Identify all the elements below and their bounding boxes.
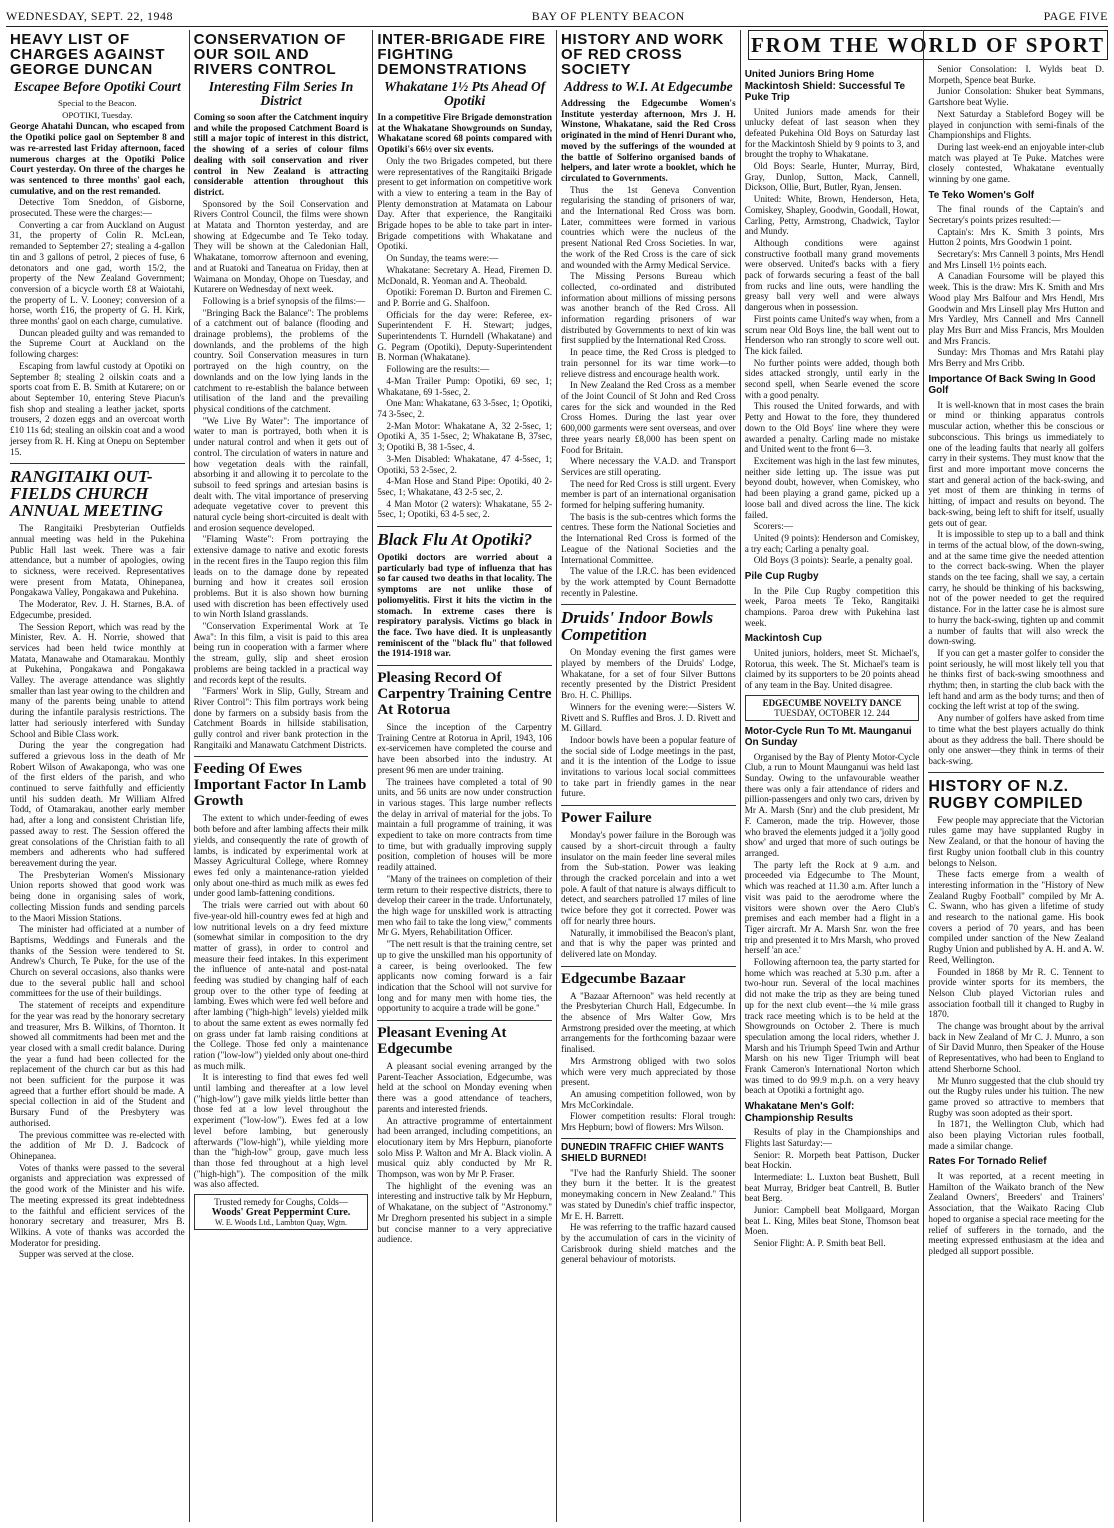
subhead-film-series: Interesting Film Series In District bbox=[208, 79, 354, 108]
article-paragraph: "The nett result is that the training centre, set up to give the unskilled man his opportunity of a career, is being overlooked. The few applicants now coming forward is a fair indication that the School will not survive for long and for many men with home ties, the opportunity to acquire a trade will be gone." bbox=[377, 939, 553, 1014]
headline-conservation: CONSERVATION OF OUR SOIL AND RIVERS CONTROL bbox=[193, 31, 347, 78]
column-5 bbox=[741, 30, 925, 1522]
divider bbox=[928, 772, 1104, 773]
article-paragraph: 2-Man Motor: Whakatane A, 32 2-5sec, 1; Opotiki A, 35 1-5sec, 2; Whakatane B, 37sec, 3; Opotiki B, 38 1-5sec, 4. bbox=[377, 420, 553, 453]
ad-address: W. E. Woods Ltd., Lambton Quay, Wgtn. bbox=[215, 1218, 348, 1228]
article-paragraph: Any number of golfers have asked from time to time what the best players actually do think about as they address the ball. There should be only one answer—they think in terms of their back-swing. bbox=[928, 713, 1105, 766]
article-paragraph: United: White, Brown, Henderson, Heta, Comiskey, Shapley, Goodwin, Goodall, Howat, Carling, Petty, Armstrong, Chadwick, Taylor and Mundy. bbox=[744, 194, 920, 237]
article-paragraph: Since the inception of the Carpentry Training Centre at Rotorua in April, 1943, 106 ex-servicemen have completed the course and have been absorbed into the industry. At present 96 men are under training. bbox=[377, 722, 553, 775]
headline-te-teko-golf: Te Teko Women's Golf bbox=[928, 189, 1035, 201]
headline-red-cross: HISTORY AND WORK OF RED CROSS SOCIETY bbox=[561, 31, 724, 78]
article-paragraph: Intermediate: L. Luxton beat Bushett, Bull beat Murray, Bridger beat Cantrell, B. Butler beat Berg. bbox=[744, 1171, 920, 1204]
article-paragraph: Only the two Brigades competed, but there were representatives of the Rangitaiki Brigade present to get information on competitive work with a view to entering a team in the Bay of Plenty demonstration at Matamata on Labour Day. After that experience, the Rangitaiki Brigade hopes to be able to take part in inter-Brigade competitions with Whakatane and Opotiki. bbox=[377, 155, 553, 252]
article-paragraph: Naturally, it immobilised the Beacon's plant, and that is why the paper was printed and delivered late on Monday. bbox=[561, 927, 736, 959]
headline-druids-bowls: Druids' Indoor Bowls Competition bbox=[561, 604, 736, 643]
article-paragraph: It is interesting to find that ewes fed well until lambing and thereafter at a low level ("high-low") gave milk yields little better than those fed at a low level throughout the experiment ("low-low"). Ewes fed at a low level before lambing, but generously afterwards ("low-high"), while yielding more than the "high-low" group, gave much less than those fed throughout at a high level ("high-high"). The composition of the milk was also affected. bbox=[193, 1072, 369, 1190]
headline-tornado-relief: Rates For Tornado Relief bbox=[928, 1156, 1047, 1168]
article-paragraph: A pleasant social evening arranged by the Parent-Teacher Association, Edgecumbe, was held at the school on Monday evening when there was a good attendance of teachers, parents and interested friends. bbox=[377, 1061, 553, 1114]
column-4 bbox=[557, 30, 741, 1522]
article-paragraph: "Flaming Waste": From portraying the extensive damage to native and exotic forests in the recent fires in the Taupo region this film leads on to the damage done by repeated burning and how it creates soil erosion problems. But it is also shown how burning used with discretion has been effectively used to win North Island grasslands. bbox=[193, 534, 369, 620]
article-paragraph: Sponsored by the Soil Conservation and Rivers Control Council, the films were shown at Matata and Thornton yesterday, and are showing at Edgecumbe and Te Teko today. They will be shown at the Caledonian Hall, Whakatane, tomorrow afternoon and evening, and at Ruatoki and Taneatua on Friday, then at Waimana on Monday, Ohope on Tuesday, and Kutarere on Wednesday of next week. bbox=[193, 198, 369, 295]
article-paragraph: Sunday: Mrs Thomas and Mrs Ratahi play Mrs Berry and Mrs Cribb. bbox=[928, 347, 1105, 369]
article-paragraph: Duncan pleaded guilty and was remanded to the Supreme Court at Auckland on the following charges: bbox=[10, 327, 185, 360]
headline-power-failure: Power Failure bbox=[561, 805, 736, 826]
sport-section-banner: FROM THE WORLD OF SPORT bbox=[748, 30, 1108, 60]
ad-date: TUESDAY, OCTOBER 12. 244 bbox=[774, 707, 890, 718]
headline-dunedin-traffic: DUNEDIN TRAFFIC CHIEF WANTS SHIELD BURNED! bbox=[561, 1138, 736, 1165]
article-paragraph: "Farmers' Work in Slip, Gully, Stream and River Control": This film portrays work being done by farmers on a subsidy basis from the Catchment Boards in hillside stabilisation, gully control and river bank protection in the Rangitaiki and Manawatu Catchment Districts. bbox=[193, 686, 369, 750]
article-paragraph: Junior: Campbell beat Mollgaard, Morgan beat L. King, Miles beat Stone, Thomson beat Moen. bbox=[744, 1205, 920, 1237]
article-paragraph: The minister had officiated at a number of Baptisms, Weddings and Funerals and the thanks of the Session were tendered to St. Andrew's Church, Te Puke, for the use of the Church on several occasions, also thanks were due to the several public hall and school committees for the use of their buildings. bbox=[10, 924, 185, 999]
article-paragraph: Results of play in the Championships and Flights last Saturday:— bbox=[744, 1127, 920, 1148]
headline-united-juniors: United Juniors Bring Home Mackintosh Shield: Successful Te Puke Trip bbox=[744, 69, 906, 103]
article-paragraph: Senior: R. Morpeth beat Pattison, Ducker beat Hockin. bbox=[744, 1149, 920, 1171]
article-paragraph: "Conservation Experimental Work at Te Awa": In this film, a visit is paid to this area being run in cooperation with a farmer where the stream, gully, slip and sheet erosion problems are being tackled in a practical way and records kept of the results. bbox=[193, 621, 369, 685]
article-paragraph: During last week-end an enjoyable inter-club match was played at Te Puke. Matches were closely contested, Whakatane eventually winning by one game. bbox=[928, 141, 1105, 185]
article-paragraph: Winners for the evening were:—Sisters W. Rivett and S. Ruffles and Bros. J. D. Rivett and M. Gillard. bbox=[561, 701, 736, 734]
article-lead: George Ahatahi Duncan, who escaped from the Opotiki police gaol on September 8 and was re-arrested last Friday afternoon, faced numerous charges at the Opotiki Police Court yesterday. On three of the charges he was sentenced to three months' gaol each, cumulative, and on the rest remanded. bbox=[10, 121, 185, 196]
article-paragraph: Escaping from lawful custody at Opotiki on September 8; stealing 2 oilskin coats and a sports coat from E. B. Smith at Kutarere; on or about September 10, entering Steve Piacun's fish shop and stealing a leather jacket, sports trousers, 2 dozen eggs and an overcoat worth £10 11s 6d; stealing an oilskin coat and a wood jersey from R. H. King at Onepu on September 15. bbox=[10, 360, 185, 457]
article-paragraph: On Monday evening the first games were played by members of the Druids' Lodge, Whakatane, for a set of four Silver Buttons recently presented by the District President Bro. H. C. Phillips. bbox=[561, 647, 736, 701]
column-3 bbox=[373, 30, 557, 1522]
article-paragraph: Thus the 1st Geneva Convention regularising the standing of prisoners of war, and the International Red Cross was born. Later, committees were formed in various countries which were the nucleus of the present National Red Cross Societies. In war, the work of the Red Cross is the care of sick and wounded with the Army Medical Service. bbox=[561, 184, 736, 270]
article-paragraph: In peace time, the Red Cross is pledged to train personnel for its war time work—to relieve distress and encourage health work. bbox=[561, 347, 736, 379]
article-paragraph: The party left the Rock at 9 a.m. and proceeded via Edgecumbe to The Mount, which was reached at 11.30 a.m. After lunch a visit was paid to the aerodrome where the visitors were shown over the Aero Club's premises and each member had a flight in a Tiger aircraft. Mr A. Marsh Snr. won the free trip and presented it to Mrs Marsh, who proved herself 'an ace.' bbox=[744, 859, 920, 956]
article-paragraph: 4-Man Trailer Pump: Opotiki, 69 sec, 1; Whakatane, 69 1-5sec, 2. bbox=[377, 375, 553, 397]
article-paragraph: "We Live By Water": The importance of water to man is portrayed, both when it is under natural control and when it gets out of control. The circulation of waters in nature and how vegetation deals with the rainfall, absorbing it and allowing it to percolate to the subsoil to feed springs and artesian basins is dealt with. The vital importance of preserving adequate vegetative cover to prevent this natural cycle being short-circuited is dealt with and erosion sequence developed. bbox=[193, 415, 369, 533]
article-paragraph: If you can get a master golfer to consider the point seriously, he will most likely tell you that he thinks first of back-swing smoothness and rhythm; then, in starting the club back with the left hand and arm as the body turns; and then of cocking the left wrist at top of the swing. bbox=[928, 647, 1105, 712]
article-lead: Coming so soon after the Catchment inquiry and while the proposed Catchment Board is still a major topic of interest in this district, the showing of a series of colour films dealing with soil conservation and river control in New Zealand is attracting considerable attention throughout this district. bbox=[193, 112, 369, 197]
headline-motor-cycle-run: Motor-Cycle Run To Mt. Maunganui On Sunday bbox=[744, 725, 912, 749]
headline-rangitaiki: RANGITAIKI OUT-FIELDS CHURCH ANNUAL MEETING bbox=[10, 463, 185, 519]
article-paragraph: The previous committee was re-elected with the addition of Mr D. J. Badcock of Ohinepanea. bbox=[10, 1129, 185, 1161]
article-paragraph: "Many of the trainees on completion of their term return to their respective districts, there to develop their career in the trade. Unfortunately, the high wage for unskilled work is attracting men who fail to take the long view," comments Mr G. Myers, Rehabilitation Officer. bbox=[377, 873, 553, 938]
headline-fire-brigade: INTER-BRIGADE FIRE FIGHTING DEMONSTRATIONS bbox=[377, 31, 546, 78]
article-paragraph: The trainees have completed a total of 90 units, and 56 units are now under construction in various stages. This large number reflects the delay in arrival of material for the jobs. To maintain a full programme of training, it was expedient to take on more contracts from time to time, but with gradually improving supply position, completion of houses will be more readily attained. bbox=[377, 776, 553, 873]
article-paragraph: Excitement was high in the last few minutes, neither side letting up. The issue was put beyond doubt, however, when Comiskey, who had been playing a grand game, picked up a loose ball and dived across the line. The kick failed. bbox=[744, 456, 920, 520]
article-paragraph: The value of the I.R.C. has been evidenced by the work attempted by Count Bernadotte recently in Palestine. bbox=[561, 566, 736, 598]
article-paragraph: Indoor bowls have been a popular feature of the social side of Lodge meetings in the past, and it is the intention of the Lodge to issue invitations to various local social committees to take part in friendly games in the near future. bbox=[561, 734, 736, 799]
headline-back-swing: Importance Of Back Swing In Good Golf bbox=[928, 373, 1096, 397]
article-lead: Opotiki doctors are worried about a particularly bad type of influenza that has so far caused two deaths in that locality. The symptoms are not unlike those of poliomyelitis. First it hits the victim in the stomach. In extreme cases there is respiratory paralysis. Victims go black in the face. Two have died. It is unpleasantly reminiscent of the "black flu" that followed the 1914-1918 war. bbox=[377, 552, 553, 659]
article-paragraph: Junior Consolation: Shuker beat Symmans, Gartshore beat Wylie. bbox=[928, 86, 1105, 108]
subhead-escapee: Escapee Before Opotiki Court bbox=[13, 79, 181, 94]
article-paragraph: One Man: Whakatane, 63 3-5sec, 1; Opotiki, 74 3-5sec, 2. bbox=[377, 398, 553, 419]
article-paragraph: The Presbyterian Women's Missionary Union reports showed that good work was being done in organising sales of work, collecting Mission funds and sending parcels to the Maori Mission Stations. bbox=[10, 869, 185, 923]
article-paragraph: United Juniors made amends for their unlucky defeat of last season when they defeated Pukehina Old Boys on Saturday last for the Mackintosh Shield by 9 points to 3, and brought the trophy to Whakatane. bbox=[744, 106, 920, 160]
page-columns bbox=[6, 30, 1108, 1522]
article-paragraph: Flower competition results: Floral trough: Mrs Hepburn; bowl of flowers: Mrs Wilson. bbox=[561, 1111, 736, 1133]
advertisement-woods bbox=[194, 1194, 369, 1230]
article-paragraph: Captain's: Mrs K. Smith 3 points, Mrs Hutton 2 points, Mrs Goodwin 1 point. bbox=[928, 226, 1105, 248]
subhead-address-wi: Address to W.I. At Edgecumbe bbox=[564, 79, 733, 94]
article-paragraph: It is well-known that in most cases the brain or mind or thinking apparatus controls muscular action, whether this be conscious or subconscious. This brings us immediately to one of the leading faults that nearly all golfers carry in their systems. They must know that the first and more important move concerns the start and general action of the back-swing, and yet most of them are thinking in terms of hitting, of impact and results on beyond. The back-swing, being left to shift for itself, usually gets out of gear. bbox=[928, 399, 1105, 528]
article-paragraph: Old Boys: Searle, Hunter, Murray, Bird, Gray, Dunlop, Sutton, Mack, Cannell, Dickson, Ollie, Burt, Butler, Ryan, Jensen. bbox=[744, 161, 920, 193]
article-paragraph: In 1871, the Wellington Club, which had also been playing Victorian rules football, made a similar change. bbox=[928, 1119, 1105, 1151]
article-paragraph: The final rounds of the Captain's and Secretary's points prizes resulted:— bbox=[928, 204, 1105, 225]
article-paragraph: Secretary's: Mrs Cannell 3 points, Mrs Hendl and Mrs Linsell 1½ points each. bbox=[928, 249, 1105, 270]
article-lead: Addressing the Edgecumbe Women's Institute yesterday afternoon, Mrs J. H. Winstone, Whakatane, said the Red Cross originated in the mind of Henri Durant who, moved by the sufferings of the wounded at the battle of Solferino organised bands of helpers, and later wrote a booklet, which he circulated to Governments. bbox=[561, 98, 736, 183]
article-paragraph: Organised by the Bay of Plenty Motor-Cycle Club, a run to Mount Maunganui was held last Sunday. Owing to the unfavourable weather there was only a fair attendance of riders and pillion-passengers and only two cars, driven by Mr A. Marsh (Snr) and the club president, Mr F. Cameron, made the trip. However, those who braved the elements judged it a 'jolly good show' and urged that more of such outings be arranged. bbox=[744, 751, 920, 858]
article-paragraph: Senior Flight: A. P. Smith beat Bell. bbox=[753, 1238, 886, 1249]
article-paragraph: United juniors, holders, meet St. Michael's, Rotorua, this week. The St. Michael's team is claimed by its supporters to be 20 points ahead of any team in the Bay. United disagree. bbox=[744, 647, 920, 690]
article-paragraph: A Canadian Foursome will be played this week. This is the draw: Mrs K. Smith and Mrs Wood play Mrs Balfour and Mrs Hendl, Mrs Goodwin and Mrs Linsell play Mrs Hutton and Mrs Yardley, Mrs Cannell and Mrs Cannell play Mrs Burr and Miss Francis, Mrs Moulden and Mrs Francis. bbox=[928, 271, 1105, 346]
article-paragraph: 3-Men Disabled: Whakatane, 47 4-5sec, 1; Opotiki, 53 2-5sec, 2. bbox=[377, 453, 553, 475]
page-number: PAGE FIVE bbox=[1043, 8, 1108, 23]
article-paragraph: Where necessary the V.A.D. and Transport Services are still operating. bbox=[561, 456, 736, 477]
issue-date: WEDNESDAY, SEPT. 22, 1948 bbox=[6, 8, 173, 23]
headline-mens-golf: Whakatane Men's Golf: Championship Results bbox=[744, 1101, 855, 1124]
article-paragraph: Senior Consolation: I. Wylds beat D. Morpeth, Spence beat Burke. bbox=[928, 64, 1105, 85]
article-paragraph: The trials were carried out with about 60 five-year-old hill-country ewes fed at high and low nutritional levels on a dry feed mixture (somewhat similar in composition to the dry matter of grass), in order to control and measure their feed intakes. In this experiment the influence of ante-natal and post-natal feeding was studied by changing half of each group over to the other type of feeding at lambing. Ewes which were fed well before and after lambing ("high-high" levels) yielded milk to about the same extent as ewes normally fed on grass under fat lamb raising conditions at the College. Those fed only a maintenance ration ("low-low") yielded only about one-third as much milk. bbox=[193, 900, 369, 1071]
article-paragraph: The statement of receipts and expenditure for the year was read by the honorary secretary and treasurer, Mrs B. Wilkins, of Thornton. It showed all commitments had been met and the year closed with a small credit balance. During the year a fund had been collected for the replacement of the church car but as this had not been sufficient for the purpose it was agreed that a further effort should be made. A special collection in aid of the Student and Bursary Fund of the Presbytery was authorised. bbox=[10, 1000, 185, 1128]
column-2 bbox=[190, 30, 374, 1522]
article-paragraph: The Rangitaiki Presbyterian Outfields annual meeting was held in the Pukehina Public Hall last week. There was a fair attendance, but a number of apologies, owing to sickness, were received. Representatives were present from Matata, Ohinepanea, Pongakawa Valley, Pongakawa and Pukehina. bbox=[10, 523, 185, 598]
article-paragraph: "I've had the Ranfurly Shield. The sooner they burn it the better. It is the greatest moneymaking concern in New Zealand." This was stated by Dunedin's chief traffic inspector, Mr E. H. Barrett. bbox=[561, 1167, 736, 1221]
article-paragraph: It is impossible to step up to a ball and think in terms of the actual blow, of the down-swing, and at the same time give the needed attention to the correct back-swing. When the player stands on the tee facing, shall we say, a certain carry, he should be thinking of his backswing, not of the power needed to get the required distance. For in the latter case he is almost sure to hurry the back-swing, tighten up and commit a number of faults that will also wreck the down-swing. bbox=[928, 529, 1105, 647]
article-paragraph: Next Saturday a Stableford Bogey will be played in conjunction with semi-finals of the Championships and Flights. bbox=[928, 108, 1105, 141]
article-paragraph: The highlight of the evening was an interesting and instructive talk by Mr Hepburn, of Whakatane, on the subject of "Astronomy." Mr Dreghorn presented his subject in a simple but concise manner to a very appreciative audience. bbox=[377, 1180, 553, 1245]
headline-pile-cup: Pile Cup Rugby bbox=[744, 571, 819, 583]
byline: Special to the Beacon. bbox=[58, 98, 137, 108]
article-paragraph: Following are the results:— bbox=[386, 364, 490, 375]
column-6 bbox=[924, 30, 1108, 1522]
article-paragraph: The need for Red Cross is still urgent. Every member is part of an international organisation formed for helping suffering humanity. bbox=[561, 478, 736, 511]
article-paragraph: He was referring to the traffic hazard caused by the accumulation of cars in the vicinity of Carisbrook during shield matches and the general behaviour of motorists. bbox=[561, 1222, 736, 1265]
article-paragraph: Mr Munro suggested that the club should try out the Rugby rules under his tuition. The new game proved so attractive to members that Rugby was soon adopted as their sport. bbox=[928, 1075, 1105, 1118]
article-paragraph: In the Pile Cup Rugby competition this week, Paroa meets Te Teko, Rangitaiki champions. Paroa drew with Pukehina last week. bbox=[744, 585, 920, 628]
headline-edgecumbe-bazaar: Edgecumbe Bazaar bbox=[561, 966, 736, 987]
ad-product: Woods' Great Peppermint Cure. bbox=[211, 1207, 351, 1219]
article-paragraph: During the year the congregation had suffered a grievous loss in the death of Mr Robert Wilson of Awakaponga, who was one of the first elders of the parish, and who continued to serve faithfully and efficiently until his sudden death. Mr William Alfred Todd, of Otamarakau, another early member had, after a long and consistent Christian life, passed away to rest. The Session offered the great consolations of the Christian faith to all members and adherents who had suffered bereavement during the year. bbox=[10, 740, 185, 868]
article-paragraph: Votes of thanks were passed to the several organists and appreciation was expressed of the good work of the Minister and his wife. The meeting expressed its great indebtedness to the faithful and efficient services of the honorary secretary and treasurer, Mrs B. Wilkins. A vote of thanks was accorded the Moderator for presiding. bbox=[10, 1162, 185, 1248]
headline-duncan: HEAVY LIST OF CHARGES AGAINST GEORGE DUNCAN bbox=[10, 31, 166, 78]
advertisement-novelty-dance bbox=[745, 695, 920, 721]
article-paragraph: Monday's power failure in the Borough was caused by a short-circuit through a faulty insulator on the main feeder line several miles from the Sub-station. Power was leaking through the cracked porcelain and into a wet pole. A fault of that nature is always difficult to detect, and searchers patrolled 17 miles of line twice before they got it corrected. Power was off for nearly three hours. bbox=[561, 830, 736, 926]
article-paragraph: Founded in 1868 by Mr R. C. Tennent to provide winter sports for its members, the Nelson Club played Victorian rules and association football till it changed to Rugby in 1870. bbox=[928, 966, 1105, 1020]
article-paragraph: The Session Report, which was read by the Minister, Rev. A. H. Norrie, showed that services had been held twice monthly at Matata, Manawahe and Otamarakau. Monthly at Pukehina, Pongakawa and Pongakawa Valley. The average attendance was slightly smaller than last year owing to the children and many of the parents being unable to attend during the infantile paralysis restrictions. The latter had seriously interfered with Sunday School and Bible Class work. bbox=[10, 621, 185, 739]
article-paragraph: 4-Man Hose and Stand Pipe: Opotiki, 40 2-5sec, 1; Whakatane, 43 2-5 sec, 2. bbox=[377, 476, 553, 497]
article-paragraph: First points came United's way when, from a scrum near Old Boys line, the ball went out to Henderson who ran strongly to score well out. The kick failed. bbox=[744, 313, 920, 356]
article-paragraph: Few people may appreciate that the Victorian rules game may have supplanted Rugby in New Zealand, or that the honour of having the first Rugby union football club in this country belongs to Nelson. bbox=[928, 814, 1105, 868]
article-paragraph: Scorers:— bbox=[753, 521, 793, 532]
masthead bbox=[6, 6, 1108, 27]
article-paragraph: No further points were added, though both sides attacked strongly, until early in the second spell, when Searle evened the score with a good penalty. bbox=[744, 357, 920, 400]
column-1 bbox=[6, 30, 190, 1522]
article-paragraph: An attractive programme of entertainment had been arranged, including competitions, an elocutionary item by Mrs Hepburn, pianoforte solo Miss P. Walton and Mr A. Black violin. A musical quiz ably conducted by Mr R. Thompson, was won by Mr P. Fraser. bbox=[377, 1115, 553, 1180]
article-paragraph: On Sunday, the teams were:— bbox=[386, 253, 499, 264]
article-paragraph: The basis is the sub-centres which forms the centres. These form the National Societies and the International Red Cross is formed of the League of the National Societies and the International Committee. bbox=[561, 511, 736, 565]
headline-carpentry: Pleasing Record Of Carpentry Training Centre At Rotorua bbox=[377, 665, 552, 718]
article-paragraph: The extent to which under-feeding of ewes both before and after lambing affects their milk yields, and consequently the rate of growth of lambs, is indicated by experimental work at Massey Agricultural College, where Romney ewes fed only a maintenance-ration yielded only about one-third as much milk as ewes fed under good lamb-fattening conditions. bbox=[193, 813, 369, 899]
article-paragraph: It was reported, at a recent meeting in Hamilton of the Waikato branch of the New Zealand Owners', Breeders' and Trainers' Association, that the Waikato Racing Club hoped to organise a special race meeting for the relief of sufferers in the tornado, and the meeting expressed enthusiasm at the idea and pledged all support possible. bbox=[928, 1170, 1105, 1256]
article-paragraph: The Missing Persons Bureau which collected, co-ordinated and distributed information about millions of missing persons was another branch of the Red Cross. All information regarding prisoners of war distributed by Governments to next of kin was first supplied by the International Red Cross. bbox=[561, 271, 736, 346]
dateline: OPOTIKI, Tuesday. bbox=[62, 109, 133, 120]
article-paragraph: The Moderator, Rev. J. H. Starnes, B.A. of Edgecumbe, presided. bbox=[10, 599, 185, 620]
article-lead: In a competitive Fire Brigade demonstration at the Whakatane Showgrounds on Sunday, Whakatane scored 68 points compared with Opotiki's 66½ over six events. bbox=[377, 112, 553, 155]
headline-feeding-ewes: Feeding Of Ewes Important Factor In Lamb Growth bbox=[194, 756, 369, 809]
article-paragraph: Opotiki: Foreman D. Burton and Firemen C. and P. Borrie and G. Shalfoon. bbox=[377, 287, 553, 308]
article-paragraph: "Bringing Back the Balance": The problems of a catchment out of balance (flooding and drainage problems), the problems of the downlands, and the problems of the high country. Soil Conservation measures in turn portrayed on the high country, on the downlands and on the low lying lands in the catchment to re-establish the balance between utilisation of the land and the prevailing physical conditions of the catchment. bbox=[193, 307, 369, 414]
headline-mackintosh-cup: Mackintosh Cup bbox=[744, 633, 822, 645]
article-paragraph: An amusing competition followed, won by Mrs McCorkindale. bbox=[561, 1088, 736, 1110]
article-paragraph: Officials for the day were: Referee, ex-Superintendent F. H. Stewart; judges, Superintendents T. Hurndell (Whakatane) and G. Pegram (Opotiki), Deputy-Superintendent B. Norman (Whakatane). bbox=[377, 309, 553, 363]
headline-black-flu: Black Flu At Opotiki? bbox=[377, 526, 552, 548]
paper-name: BAY OF PLENTY BEACON bbox=[531, 8, 685, 23]
article-paragraph: A "Bazaar Afternoon" was held recently at the Presbyterian Church Hall, Edgecumbe. In the absence of Mrs Walter Gow, Mrs Armstrong presided over the meeting, at which arrangements for the forthcoming bazaar were finalised. bbox=[561, 990, 736, 1055]
article-paragraph: Whakatane: Secretary A. Head, Firemen D. McDonald, R. Yeoman and A. Theobald. bbox=[377, 264, 553, 286]
article-paragraph: Converting a car from Auckland on August 31, the property of Colin R. McLean, remanded to September 27; stealing a 4-gallon tin and 3 gallons of petrol, 2 pieces of fuse, 6 detonators and one gad, worth 15/2, the property of the New Zealand Government; conversion of a bicycle worth £8 at Waiotahi, the property of L. V. Looney; conversion of a horse, worth £16, the property of G. H. Kirk, three months' gaol on each charge, cumulative. bbox=[10, 219, 185, 327]
article-paragraph: Following is a brief synopsis of the films:— bbox=[202, 295, 366, 306]
article-paragraph: Mrs Armstrong obliged with two solos which were very much appreciated by those present. bbox=[561, 1055, 736, 1088]
article-paragraph: Following afternoon tea, the party started for home which was reached at 5.30 p.m. after a two-hour run. Several of the local machines did not make the trip as they are being tuned up for the next club event—the ¼ mile grass track race meeting which is to be held at the Showgrounds on October 2. There is much speculation among the local riders, whether J. Marsh and his Triumph Speed Twin and Arthur Marsh on his new Tiger Triumph will beat Frank Cameron's International Norton which was timed to do 99.9 m.p.h. on a very heavy beach at Opotiki a fortnight ago. bbox=[744, 957, 920, 1096]
article-paragraph: These facts emerge from a wealth of interesting information in the "History of New Zealand Rugby Football" compiled by Mr A. C. Swann, who has given a lifetime of study and research to the national game. His book covers a period of 70 years, and has been compiled under sanction of the New Zealand Rugby Union and published by A. H. and A. W. Reed, Wellington. bbox=[928, 869, 1105, 965]
article-paragraph: This roused the United forwards, and with Petty and Howat to the fore, they thundered down to the Old Boys' line where they were awarded a penalty. Carling made no mistake and United went to the front 6—3. bbox=[744, 401, 920, 455]
article-paragraph: 4 Man Motor (2 waters): Whakatane, 55 2-5sec, 1; Opotiki, 63 4-5 sec, 2. bbox=[377, 498, 553, 520]
article-paragraph: Although conditions were against constructive football many grand movements were observed. United's backs with a fiery pack of forwards securing a feast of the ball from rucks and line outs, were handling the greasy ball very well and were always dangerous when in possession. bbox=[744, 237, 920, 313]
ad-line: Trusted remedy for Coughs, Colds— bbox=[214, 1197, 348, 1208]
article-paragraph: Supper was served at the close. bbox=[19, 1249, 134, 1260]
article-paragraph: In New Zealand the Red Cross as a member of the Joint Council of St John and Red Cross cares for the sick and wounded in the Red Cross Homes. During the last year over 600,000 garments were sent overseas, and over three years nearly £8,000 has been spent on Food for Britain. bbox=[561, 380, 736, 455]
headline-nz-rugby-history: HISTORY OF N.Z. RUGBY COMPILED bbox=[928, 777, 1084, 812]
article-paragraph: Old Boys (3 points): Searle, a penalty goal. bbox=[753, 555, 913, 566]
subhead-whakatane-ahead: Whakatane 1½ Pts Ahead Of Opotiki bbox=[384, 79, 546, 108]
article-paragraph: Detective Tom Sneddon, of Gisborne, prosecuted. These were the charges:— bbox=[10, 197, 185, 219]
headline-pleasant-evening: Pleasant Evening At Edgecumbe bbox=[377, 1020, 552, 1057]
article-paragraph: United (9 points): Henderson and Comiskey, a try each; Carling a penalty goal. bbox=[744, 532, 920, 554]
ad-title: EDGECUMBE NOVELTY DANCE bbox=[762, 697, 902, 708]
article-paragraph: The change was brought about by the arrival back in New Zealand of Mr C. J. Munro, a son of Sir David Munro, then Speaker of the House of Representatives, who had been to England to attend Sherborne School. bbox=[928, 1021, 1105, 1074]
